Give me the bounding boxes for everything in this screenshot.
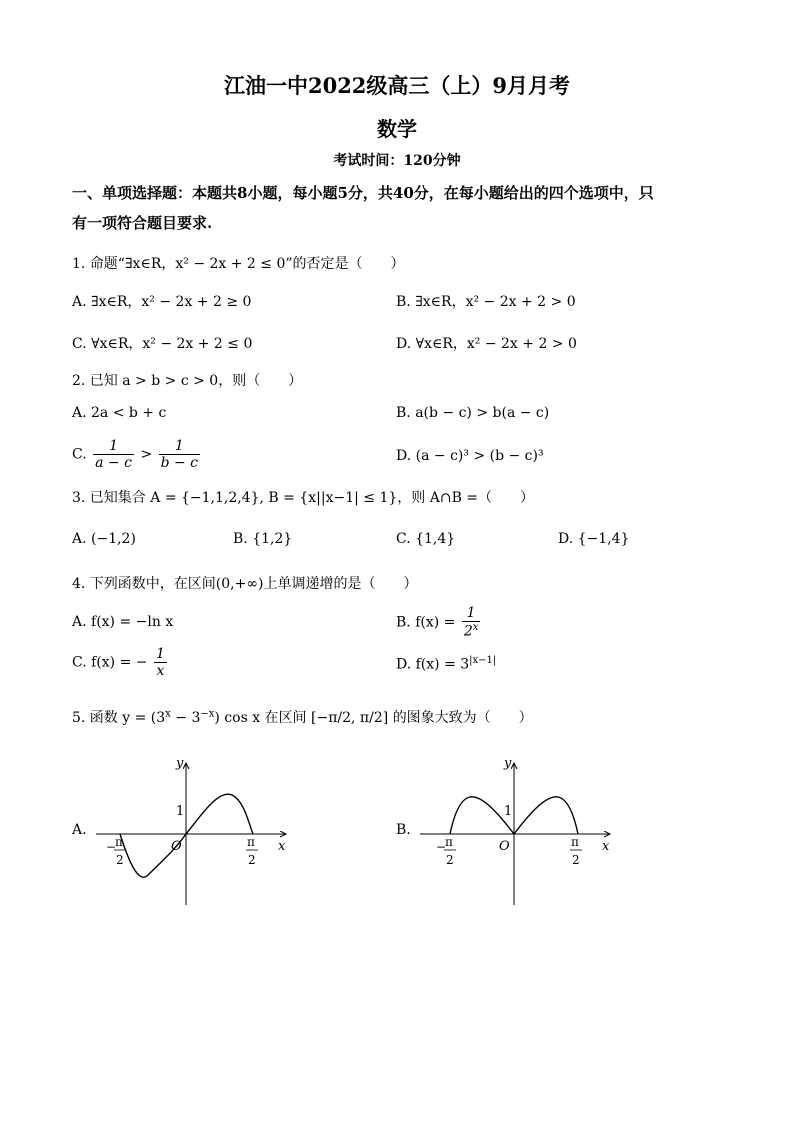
question-4-option-d: D. $f(x) = 3^{|x-1|}$ [396, 655, 497, 673]
question-4-stem: 4. 下列函数中，在区间(0,+∞)上单调递增的是（ ） [72, 576, 418, 592]
section-heading-line1: 一、单项选择题：本题共8小题，每小题5分，共40分，在每小题给出的四个选项中，只 [72, 184, 654, 202]
question-1-option-c: C. ∀x∈R，x² − 2x + 2 ≤ 0 [72, 336, 253, 352]
question-5-graph-b [414, 755, 624, 910]
question-3-option-c: C. {1,4} [396, 531, 456, 547]
graph-b-origin: O [499, 839, 510, 854]
graph-a-x-label: x [278, 839, 286, 854]
question-5-option-a-label: A. [72, 822, 87, 838]
exam-subject: 数学 [377, 117, 417, 141]
graph-b-tick-one: 1 [504, 804, 513, 819]
graph-b-right-two: 2 [572, 853, 580, 867]
graph-b-y-label: y [504, 756, 512, 771]
question-4-option-d-exponent: |x−1| [469, 655, 497, 666]
question-5-option-b-label: B. [396, 822, 411, 838]
question-4-option-b-fraction: $\frac{1}{2^x}$ [463, 605, 479, 640]
question-5-interval: [−π/2, π/2] [311, 710, 389, 726]
graph-a-y-label: y [176, 756, 184, 771]
question-1-option-a: A. ∃x∈R，x² − 2x + 2 ≥ 0 [72, 294, 252, 310]
question-2-option-c [72, 438, 202, 471]
question-2-stem: 2. 已知 a > b > c > 0，则（ ） [72, 373, 303, 389]
question-2-gt-sign: > [140, 446, 153, 463]
question-2-option-d: D. (a − c)³ > (b − c)³ [396, 448, 544, 464]
question-2-fraction-left: $\frac{1}{a - c}$ [95, 438, 132, 472]
graph-b-x-label: x [602, 839, 610, 854]
question-1-stem: 1. 命题“∃x∈R，x² − 2x + 2 ≤ 0”的否定是（ ） [72, 256, 405, 272]
question-3-stem: 3. 已知集合 A = {−1,1,2,4}, B = {x||x−1| ≤ 1}，则 A∩B =（ ） [72, 490, 535, 506]
graph-a-left-two: 2 [116, 853, 124, 867]
graph-a-right-pi: π [247, 835, 255, 849]
question-1-option-d: D. ∀x∈R，x² − 2x + 2 > 0 [396, 336, 577, 352]
question-4-option-a: A. f(x) = −ln x [72, 614, 174, 630]
question-3-option-d: D. {−1,4} [558, 531, 630, 547]
question-4-option-c: C. f(x) = − $\frac{1}{x}$ [72, 646, 165, 680]
question-4-option-b: B. f(x) = $\frac{1}{2^x}$ [396, 605, 479, 640]
exam-title: 江油一中2022级高三（上）9月月考 [223, 73, 571, 98]
question-1-option-b: B. ∃x∈R，x² − 2x + 2 > 0 [396, 294, 576, 310]
graph-a-origin: O [171, 839, 182, 854]
question-3-option-b: B. {1,2} [233, 531, 293, 547]
section-heading-line2: 有一项符合题目要求. [72, 214, 213, 232]
question-4-option-c-fraction: $\frac{1}{x}$ [155, 646, 165, 680]
question-2-fraction-right: $\frac{1}{b - c}$ [160, 438, 199, 472]
question-2-option-c-label: C. [72, 446, 87, 463]
graph-a-tick-one: 1 [176, 804, 185, 819]
question-2-option-b: B. a(b − c) > b(a − c) [396, 405, 550, 421]
graph-a-right-two: 2 [248, 853, 256, 867]
graph-b-left-pi: π [445, 835, 453, 849]
question-2-option-a: A. 2a < b + c [72, 405, 167, 421]
question-5-stem: 5. 函数 $y = (3^x - 3^{-x})$ cos x 在区间 [−π/2, π/2] 的图象大致为（ ） [72, 708, 533, 726]
graph-a-minus-sign: − [106, 840, 117, 854]
question-3-option-a: A. (−1,2) [72, 531, 136, 547]
graph-b-minus-sign: − [436, 840, 447, 854]
graph-b-right-pi: π [571, 835, 579, 849]
exam-time: 考试时间：120分钟 [333, 153, 461, 169]
graph-a-left-pi: π [115, 835, 123, 849]
question-5-graph-a [90, 755, 300, 910]
graph-b-left-two: 2 [446, 853, 454, 867]
